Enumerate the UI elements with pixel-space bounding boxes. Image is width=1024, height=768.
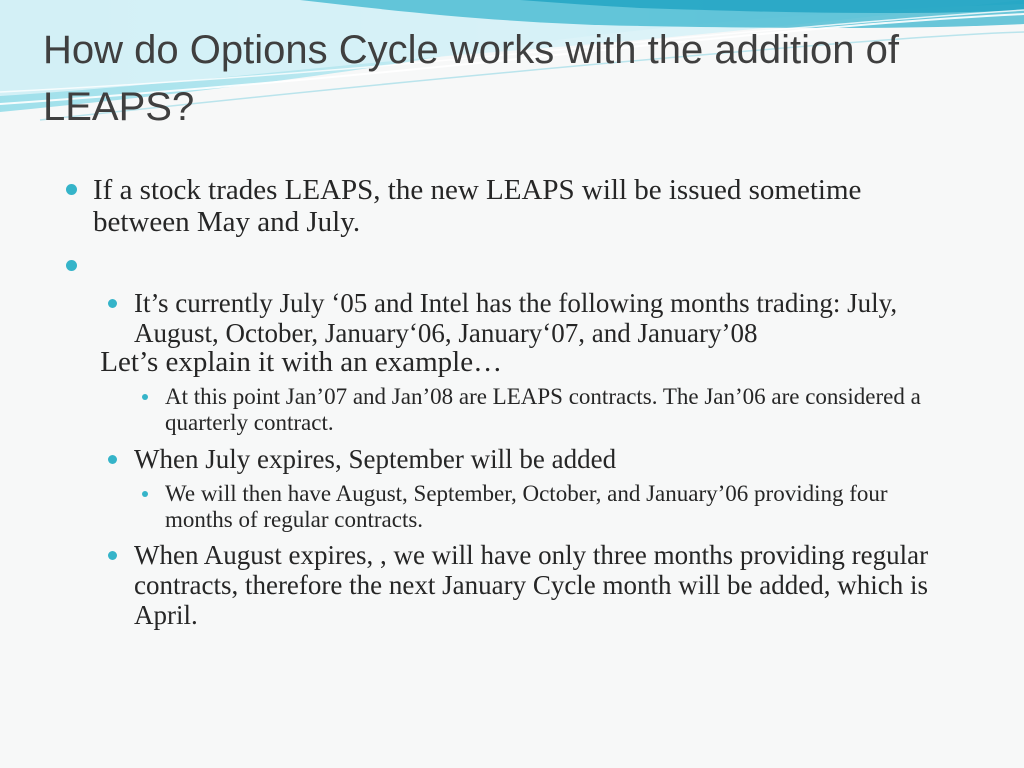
bullet-text: We will then have August, September, October, and January’06 providing four months of regular contracts. [165, 481, 888, 532]
bullet-dot-icon [66, 260, 77, 271]
bullet-dot-icon [108, 299, 117, 308]
sub-bullet-item [134, 444, 954, 474]
bullet-text: When July expires, September will be added [134, 444, 617, 474]
bullet-dot-icon [108, 551, 117, 560]
sub-bullet-item [134, 540, 954, 630]
bullet-text: At this point Jan’07 and Jan’08 are LEAPS contracts. The Jan’06 are considered a quarterly contract. [165, 384, 921, 435]
bullet-text: Let’s explain it with an example… [93, 346, 503, 378]
bullet-dot-icon [142, 491, 148, 497]
bullet-dot-icon [66, 184, 77, 195]
bullet-text: It’s currently July ‘05 and Intel has the following months trading: July, August, October, January‘06, January‘07, and January’08 [134, 288, 898, 348]
bullet-text: When August expires, , we will have only three months providing regular contracts, therefore the next January Cycle month will be added, which is April. [134, 540, 929, 630]
bullet-item [93, 174, 953, 238]
sub-sub-bullet-item [165, 481, 925, 533]
bullet-dot-icon [142, 394, 148, 400]
sub-bullet-item [134, 288, 954, 348]
slide-title: How do Options Cycle works with the addition of LEAPS? [43, 28, 899, 129]
bullet-text: If a stock trades LEAPS, the new LEAPS will be issued sometime between May and July. [93, 174, 862, 238]
bullet-dot-icon [108, 455, 117, 464]
sub-sub-bullet-item [165, 384, 965, 436]
